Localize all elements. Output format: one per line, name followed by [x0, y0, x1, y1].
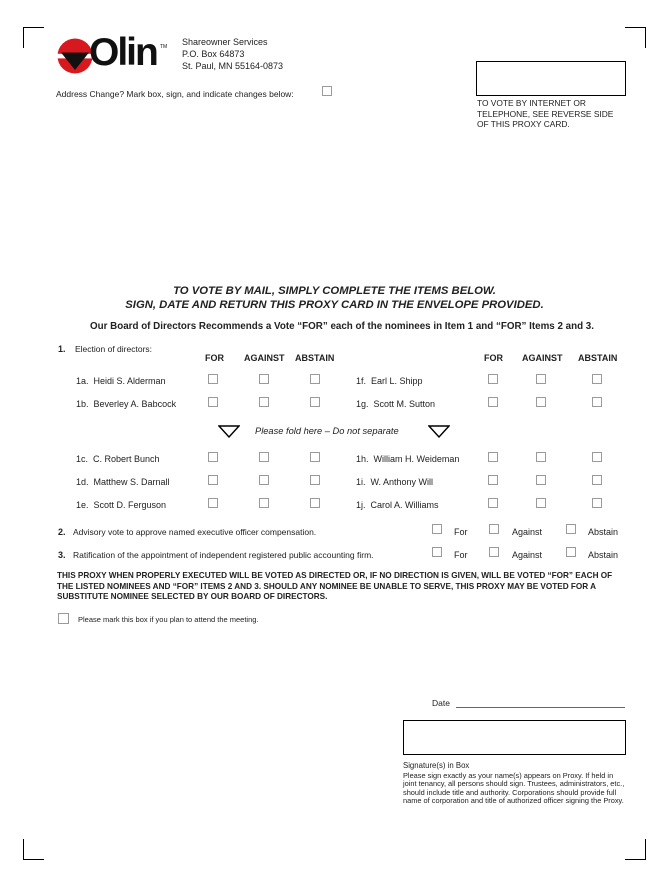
nominee-1i-for-checkbox[interactable]: [488, 475, 498, 485]
nominee-1e-abstain-checkbox[interactable]: [310, 498, 320, 508]
crop-mark-bottom-left: [23, 839, 44, 860]
nominee-1c-for-checkbox[interactable]: [208, 452, 218, 462]
board-recommendation: Our Board of Directors Recommends a Vote “FOR” each of the nominees in Item 1 and “FOR” Items 2 and 3.: [90, 321, 594, 332]
nominee-1b: [76, 399, 176, 409]
vote-notice: [477, 98, 613, 130]
item2-label: Advisory vote to approve named executive officer compensation.: [73, 527, 317, 537]
nominee-1i: [356, 477, 433, 487]
item2-abstain-label: Abstain: [588, 527, 619, 537]
nominee-1f-against-checkbox[interactable]: [536, 374, 546, 384]
item3-for-label: For: [454, 550, 468, 560]
nominee-code: 1f.: [356, 376, 367, 386]
address-change-label: Address Change? Mark box, sign, and indicate changes below:: [56, 89, 294, 99]
item3-label: Ratification of the appointment of independent registered public accounting firm.: [73, 550, 374, 560]
date-line[interactable]: [456, 707, 625, 708]
nominee-1j: [356, 500, 439, 510]
item3-against-label: Against: [512, 550, 543, 560]
item2-abstain-checkbox[interactable]: [566, 524, 576, 534]
proxy-disclaimer: THIS PROXY WHEN PROPERLY EXECUTED WILL BE VOTED AS DIRECTED OR, IF NO DIRECTION IS GIVEN, WILL BE VOTED “FOR” EACH OF THE LISTED NOMINEES AND “FOR” ITEMS 2 AND 3. SHOULD ANY NOMINEE BE UNABLE TO SERVE, THIS PROXY MAY BE VOTED FOR A SUBSTITUTE NOMINEE SELECTED BY OUR BOARD OF DIRECTORS.: [57, 571, 613, 602]
logo-trademark: TM: [160, 44, 168, 50]
nominee-1d: [76, 477, 170, 487]
nominee-name: William H. Weideman: [373, 454, 460, 464]
item1-label: Election of directors:: [75, 344, 153, 354]
crop-mark-bottom-right: [625, 839, 646, 860]
item1-number: 1.: [58, 344, 66, 354]
nominee-name: Scott M. Sutton: [373, 399, 436, 409]
item3-abstain-label: Abstain: [588, 550, 619, 560]
item3-against-checkbox[interactable]: [489, 547, 499, 557]
control-number-box: [476, 61, 626, 96]
nominee-1h-for-checkbox[interactable]: [488, 452, 498, 462]
nominee-1c: [76, 454, 160, 464]
right-col-for: FOR: [484, 353, 503, 363]
nominee-1i-against-checkbox[interactable]: [536, 475, 546, 485]
nominee-name: Matthew S. Darnall: [93, 477, 170, 487]
nominee-1d-abstain-checkbox[interactable]: [310, 475, 320, 485]
nominee-1h-abstain-checkbox[interactable]: [592, 452, 602, 462]
item3-number: 3.: [58, 550, 66, 560]
nominee-1a: [76, 376, 166, 386]
nominee-1f-abstain-checkbox[interactable]: [592, 374, 602, 384]
address-change-checkbox[interactable]: [322, 86, 332, 96]
attend-meeting-label: Please mark this box if you plan to attend the meeting.: [78, 615, 259, 624]
item2-against-checkbox[interactable]: [489, 524, 499, 534]
nominee-code: 1d.: [76, 477, 89, 487]
nominee-1b-against-checkbox[interactable]: [259, 397, 269, 407]
nominee-1g-abstain-checkbox[interactable]: [592, 397, 602, 407]
nominee-1a-for-checkbox[interactable]: [208, 374, 218, 384]
nominee-code: 1h.: [356, 454, 369, 464]
nominee-1b-abstain-checkbox[interactable]: [310, 397, 320, 407]
nominee-1g: [356, 399, 435, 409]
nominee-1e: [76, 500, 166, 510]
nominee-name: W. Anthony Will: [370, 477, 434, 487]
nominee-code: 1e.: [76, 500, 89, 510]
nominee-1f: [356, 376, 423, 386]
left-col-for: FOR: [205, 353, 224, 363]
nominee-1e-against-checkbox[interactable]: [259, 498, 269, 508]
nominee-1j-abstain-checkbox[interactable]: [592, 498, 602, 508]
nominee-1d-for-checkbox[interactable]: [208, 475, 218, 485]
item2-for-checkbox[interactable]: [432, 524, 442, 534]
item2-for-label: For: [454, 527, 468, 537]
nominee-1a-against-checkbox[interactable]: [259, 374, 269, 384]
nominee-1h: [356, 454, 459, 464]
nominee-name: C. Robert Bunch: [93, 454, 160, 464]
nominee-1d-against-checkbox[interactable]: [259, 475, 269, 485]
nominee-1h-against-checkbox[interactable]: [536, 452, 546, 462]
instructions-line-1: TO VOTE BY MAIL, SIMPLY COMPLETE THE ITEMS BELOW.: [173, 285, 496, 297]
left-col-against: AGAINST: [244, 353, 285, 363]
nominee-name: Scott D. Ferguson: [93, 500, 167, 510]
nominee-1f-for-checkbox[interactable]: [488, 374, 498, 384]
crop-mark-top-left: [23, 27, 44, 48]
nominee-name: Earl L. Shipp: [371, 376, 423, 386]
nominee-1c-abstain-checkbox[interactable]: [310, 452, 320, 462]
nominee-1j-against-checkbox[interactable]: [536, 498, 546, 508]
item2-number: 2.: [58, 527, 66, 537]
nominee-code: 1j.: [356, 500, 366, 510]
fold-instruction: Please fold here – Do not separate: [255, 426, 399, 436]
nominee-1b-for-checkbox[interactable]: [208, 397, 218, 407]
item2-against-label: Against: [512, 527, 543, 537]
address-line-1: Shareowner Services: [182, 37, 268, 47]
logo-wordmark: Olin: [89, 31, 157, 74]
left-col-abstain: ABSTAIN: [295, 353, 335, 363]
right-col-against: AGAINST: [522, 353, 563, 363]
vote-notice-line-3: OF THIS PROXY CARD.: [477, 119, 570, 129]
nominee-1e-for-checkbox[interactable]: [208, 498, 218, 508]
item3-for-checkbox[interactable]: [432, 547, 442, 557]
signature-box[interactable]: [403, 720, 626, 755]
nominee-1g-against-checkbox[interactable]: [536, 397, 546, 407]
nominee-1j-for-checkbox[interactable]: [488, 498, 498, 508]
fold-arrow-left-icon: [218, 425, 240, 438]
vote-notice-line-2: TELEPHONE, SEE REVERSE SIDE: [477, 108, 614, 119]
fold-arrow-right-icon: [428, 425, 450, 438]
vote-notice-line-1: TO VOTE BY INTERNET OR: [477, 98, 586, 108]
nominee-code: 1g.: [356, 399, 369, 409]
attend-meeting-checkbox[interactable]: [58, 613, 69, 624]
nominee-code: 1b.: [76, 399, 89, 409]
nominee-1c-against-checkbox[interactable]: [259, 452, 269, 462]
nominee-1a-abstain-checkbox[interactable]: [310, 374, 320, 384]
instructions-line-2: SIGN, DATE AND RETURN THIS PROXY CARD IN THE ENVELOPE PROVIDED.: [125, 299, 544, 311]
nominee-name: Beverley A. Babcock: [93, 399, 177, 409]
item3-abstain-checkbox[interactable]: [566, 547, 576, 557]
right-col-abstain: ABSTAIN: [578, 353, 618, 363]
nominee-name: Carol A. Williams: [370, 500, 439, 510]
signature-instructions: Please sign exactly as your name(s) appears on Proxy. If held in joint tenancy, all persons should sign. Trustees, administrators, etc., should include title and authority. Corporations should provide full name of corporation and title of authorized officer signing the Proxy.: [403, 771, 625, 805]
date-label: Date: [432, 698, 450, 708]
nominee-1i-abstain-checkbox[interactable]: [592, 475, 602, 485]
crop-mark-top-right: [625, 27, 646, 48]
olin-logo: [56, 31, 168, 77]
signature-label: Signature(s) in Box: [403, 761, 470, 770]
return-address: [182, 36, 283, 72]
nominee-1g-for-checkbox[interactable]: [488, 397, 498, 407]
nominee-code: 1i.: [356, 477, 366, 487]
address-line-2: P.O. Box 64873: [182, 49, 245, 59]
nominee-code: 1a.: [76, 376, 89, 386]
address-line-3: St. Paul, MN 55164-0873: [182, 61, 284, 71]
nominee-name: Heidi S. Alderman: [93, 376, 166, 386]
nominee-code: 1c.: [76, 454, 89, 464]
